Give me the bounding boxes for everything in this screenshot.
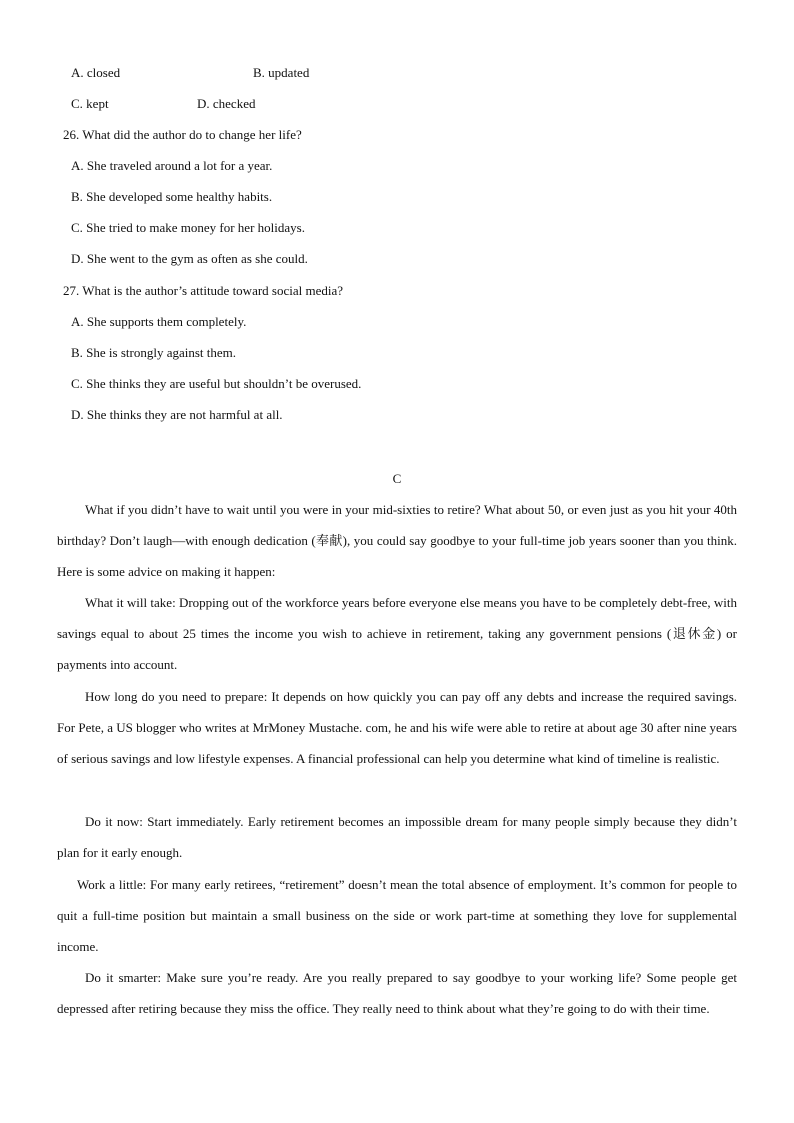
- passage-paragraph: What it will take: Dropping out of the workforce years before everyone else means you have to be completely debt-free, with savings equal to about 25 times the income you wish to achieve in retirement, taking any government pensions (退休金) or payments into account.: [57, 595, 737, 672]
- q27-option-a: A. She supports them completely.: [71, 314, 247, 329]
- q26-option-b: B. She developed some healthy habits.: [71, 189, 273, 204]
- q27-option-b: B. She is strongly against them.: [71, 345, 237, 360]
- q27-option-d: D. She thinks they are not harmful at all.: [71, 407, 283, 422]
- passage-heading: C: [392, 471, 402, 486]
- passage-paragraph: Do it now: Start immediately. Early retirement becomes an impossible dream for many people simply because they didn’t plan for it early enough.: [57, 814, 737, 860]
- q25-option-a: A. closed: [71, 65, 121, 80]
- q26-option-c: C. She tried to make money for her holidays.: [71, 220, 305, 235]
- q27-option-c: C. She thinks they are useful but shouldn’t be overused.: [71, 376, 362, 391]
- passage-paragraph: What if you didn’t have to wait until you were in your mid-sixties to retire? What about 50, or even just as you hit your 40th birthday? Don’t laugh—with enough dedication (奉献), you could say goodbye to your full-time job years sooner than you think. Here is some advice on making it happen:: [57, 502, 737, 579]
- passage-paragraph: Work a little: For many early retirees, “retirement” doesn’t mean the total absence of employment. It’s common for people to quit a full-time position but maintain a small business on the side or work part-time at something they love for supplemental income.: [57, 877, 737, 954]
- q27-question: 27. What is the author’s attitude toward social media?: [63, 283, 344, 298]
- q25-option-b: B. updated: [253, 65, 310, 80]
- q25-option-c: C. kept: [71, 96, 109, 111]
- q25-option-d: D. checked: [197, 96, 256, 111]
- passage-paragraph: How long do you need to prepare: It depends on how quickly you can pay off any debts and increase the required savings. For Pete, a US blogger who writes at MrMoney Mustache. com, he and his wife were able to retire at about age 30 after nine years of serious savings and low lifestyle expenses. A financial professional can help you determine what kind of timeline is realistic.: [57, 689, 737, 766]
- q26-option-d: D. She went to the gym as often as she could.: [71, 251, 308, 266]
- q26-question: 26. What did the author do to change her life?: [63, 127, 302, 142]
- passage-paragraph: Do it smarter: Make sure you’re ready. Are you really prepared to say goodbye to your working life? Some people get depressed after retiring because they miss the office. They really need to think about what they’re going to do with their time.: [57, 970, 737, 1016]
- q26-option-a: A. She traveled around a lot for a year.: [71, 158, 273, 173]
